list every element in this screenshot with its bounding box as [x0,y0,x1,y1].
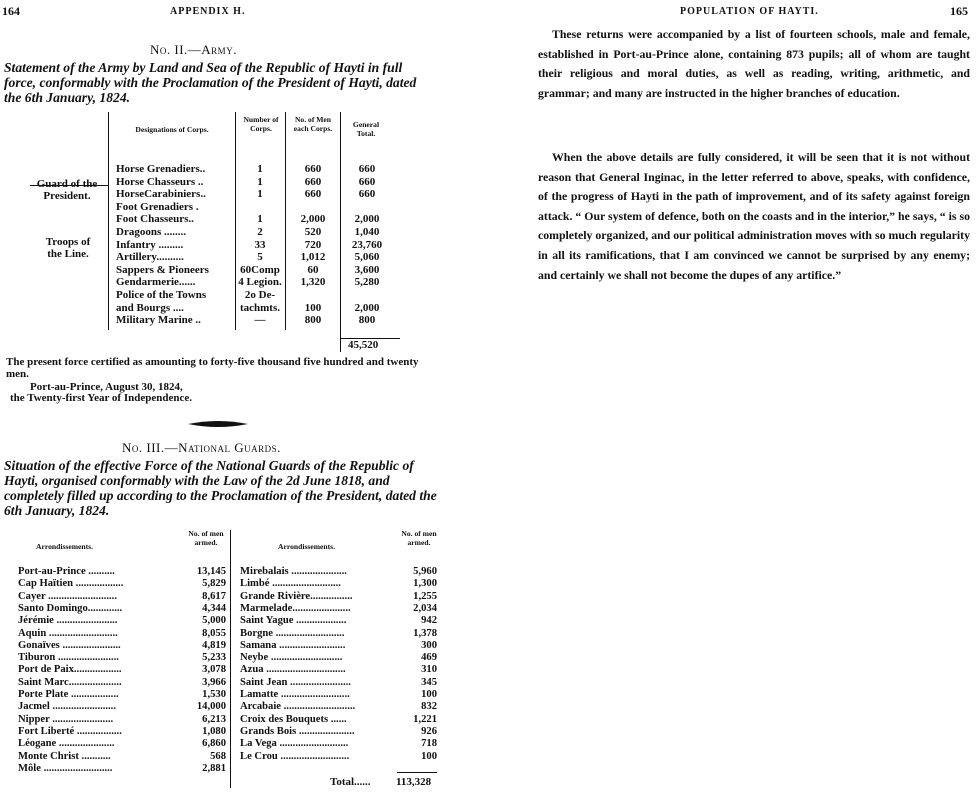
guards-row-value: 1,378 [385,628,437,639]
army-row-name: Gendarmerie...... [116,276,196,289]
army-row-total: 660 [358,163,376,175]
page-number: 165 [950,4,968,18]
guards-row-name: Limbé .......................... [240,578,341,590]
army-row-men: 660 [304,175,322,188]
army-row-number: 2 [257,226,263,238]
guards-row-name: Nipper ....................... [18,713,114,725]
army-row-men: 1,012 [300,251,326,264]
guards-row-name: Fort Liberté ................. [18,725,122,737]
army-row-men: 100 [304,301,322,314]
army-row-name: Foot Chasseurs.. [116,213,194,226]
running-head: POPULATION OF HAYTI. [680,6,819,17]
col-number-header: Number of Corps. [243,115,279,133]
guards-row-name: Lamatte .......................... [240,689,350,700]
army-row-men: 660 [304,188,322,201]
army-row-number: 1 [257,213,263,226]
army-row-total: 5,060 [354,251,380,264]
guards-col-men-right: No. of men armed. [401,529,437,547]
army-row-name: Infantry ......... [116,238,184,251]
guards-row-name: Saint Marc.................... [18,676,122,688]
ornament-divider [188,420,248,428]
army-row-men: 720 [304,238,322,251]
army-row-number: — [254,314,266,327]
guards-row-name: Port de Paix.................. [18,664,122,676]
col-men-header: No. of Men each Corps. [293,115,333,133]
guards-row-value: 100 [385,751,437,762]
guards-row-value: 1,530 [174,689,226,700]
army-row-name: and Bourgs .... [116,301,184,314]
army-row-number: 4 Legion. [238,276,282,289]
guards-col-arr-left: Arrondissements. [36,542,94,551]
guards-heading: No. III.—National Guards. [122,440,281,455]
army-row-name: Police of the Towns [116,289,207,301]
army-row-number: 1 [257,188,263,201]
guards-row-name: Grands Bois ..................... [240,725,355,737]
guards-row-name: Grande Rivière................ [240,590,353,602]
guards-row-value: 5,233 [174,652,226,663]
army-row-total: 2,000 [354,301,380,314]
army-row-men: 520 [304,226,322,238]
army-row-number: 60Comp [240,263,280,276]
army-year: the Twenty-first Year of Independence. [10,392,192,404]
guards-row-value: 8,617 [174,591,226,602]
guards-row-name: Aquin .......................... [18,627,118,639]
guards-row-value: 300 [385,640,437,651]
army-row-total: 5,280 [354,276,380,289]
guards-row-name: Santo Domingo............. [18,602,123,614]
guards-row-value: 4,819 [174,640,226,651]
guards-row-value: 942 [385,615,437,626]
guards-row-name: Mirebalais ..................... [240,566,347,577]
army-row-total: 660 [358,188,376,201]
guards-row-name: Jérémie ....................... [18,615,118,627]
guards-row-name: Cayer .......................... [18,590,117,602]
guards-row-name: La Vega .......................... [240,738,349,750]
army-certification: The present force certified as amounting to forty-five thousand five hundred and twenty men. [6,356,419,380]
army-row-men: 660 [304,163,322,175]
army-row-number: 2o De- [244,289,276,301]
guards-row-name: Le Crou .......................... [240,750,350,762]
guards-col-men-left: No. of men armed. [188,529,224,547]
guards-row-name: Léogane ..................... [18,738,115,750]
guards-row-name: Jacmel ........................ [18,701,116,713]
army-row-number: 1 [257,163,263,175]
army-row-men: 60 [307,263,319,276]
guards-row-value: 469 [385,652,437,663]
guards-row-value: 1,255 [385,591,437,602]
army-row-number: 5 [257,251,263,264]
guards-row-value: 5,829 [174,578,226,589]
army-row-name: Dragoons ........ [116,226,186,238]
army-row-number: 33 [254,238,266,251]
army-subtitle: Statement of the Army by Land and Sea of the Republic of Hayti in full force, conformably with the Proclamation of the President of Hayti, dated the 6th January, 1824. [4,60,417,105]
guards-total-value: 113,328 [396,776,432,788]
guards-row-value: 1,080 [174,726,226,737]
guards-row-value: 6,213 [174,714,226,725]
guards-row-value: 832 [385,701,437,712]
col-total-header: General Total. [352,120,380,138]
army-row-name: Horse Grenadiers.. [116,163,206,175]
guards-row-name: Saint Jean ....................... [240,676,351,688]
guards-row-name: Cap Haïtien .................. [18,578,124,590]
army-row-total: 1,040 [354,226,380,238]
army-row-name: Artillery.......... [116,251,184,264]
guards-row-value: 100 [385,689,437,700]
guards-row-name: Marmelade...................... [240,602,351,614]
running-head: APPENDIX H. [170,6,246,17]
guards-row-name: Môle .......................... [18,762,113,774]
guards-row-name: Saint Yague ................... [240,615,347,627]
guards-row-name: Arcabaie ........................... [240,701,356,713]
army-row-men: 1,320 [300,276,326,289]
army-row-name: HorseCarabiniers.. [116,188,206,201]
army-row-men: 2,000 [300,213,326,226]
guards-row-name: Gonaïves ...................... [18,639,121,651]
guards-row-name: Tiburon ....................... [18,652,119,664]
guards-row-value: 6,860 [174,738,226,749]
guards-total-label: Total...... [330,776,371,788]
group-guard-label: Guard of the President. [36,178,98,202]
guards-row-name: Monte Christ ........... [18,750,111,762]
guards-row-name: Port-au-Prince .......... [18,566,115,577]
army-row-total: 3,600 [354,263,380,276]
army-place-date: Port-au-Prince, August 30, 1824, [30,381,183,393]
guards-row-value: 4,344 [174,603,226,614]
page-number: 164 [2,4,20,18]
army-row-total: 23,760 [351,238,383,251]
guards-row-value: 718 [385,738,437,749]
guards-row-value: 2,034 [385,603,437,614]
guards-row-name: Borgne .......................... [240,627,345,639]
guards-row-value: 3,966 [174,677,226,688]
army-grand-total: 45,520 [348,339,379,351]
guards-subtitle: Situation of the effective Force of the National Guards of the Republic of Hayti, organised conformably with the Law of the 2d June 1818, and completely filled up according to the Proclamation of the President, dated the 6th January, 1824. [4,458,437,518]
guards-row-value: 568 [174,751,226,762]
army-heading: No. II.—Army. [150,42,237,57]
guards-row-value: 8,055 [174,628,226,639]
army-row-total: 2,000 [354,213,380,226]
guards-row-name: Croix des Bouquets ...... [240,713,347,725]
army-row-total: 660 [358,175,376,188]
paragraph-2: When the above details are fully considered, it will be seen that it is not without reason that General Inginac, in the letter referred to above, speaks, with confidence, of the progress of Hayti in the path of improvement, and of its safety against foreign attack. “ Our system of defence, both on the coasts and in the interior,” he says, “ is so completely organized, and our political administration moves with so much regularity in all its ramifications, that I am convinced we cannot be surprised by any enemy; and certainly we shall not become the dupes of any artifice.” [538,150,970,282]
guards-row-name: Porte Plate .................. [18,689,119,700]
guards-row-value: 1,221 [385,714,437,725]
guards-row-value: 3,078 [174,664,226,675]
group-troops-label: Troops of the Line. [45,236,91,260]
guards-col-arr-right: Arrondissements. [278,542,336,551]
guards-row-value: 1,300 [385,578,437,589]
guards-row-value: 926 [385,726,437,737]
guards-row-name: Neybe ........................... [240,652,343,664]
army-row-men: 800 [304,314,322,327]
army-row-name: Military Marine .. [116,314,201,327]
guards-row-value: 5,960 [385,566,437,577]
guards-row-value: 14,000 [174,701,226,712]
army-row-name: Foot Grenadiers . [116,200,199,213]
army-row-name: Horse Chasseurs .. [116,175,204,188]
col-designations-header: Designations of Corps. [135,125,209,134]
guards-row-name: Samana ......................... [240,639,346,651]
army-row-total: 800 [358,314,376,327]
army-row-name: Sappers & Pioneers [116,263,209,276]
army-row-number: 1 [257,175,263,188]
army-row-number: tachmts. [239,301,281,314]
guards-row-value: 310 [385,664,437,675]
guards-row-value: 5,000 [174,615,226,626]
guards-row-value: 345 [385,677,437,688]
guards-row-name: Azua .............................. [240,664,346,676]
guards-row-value: 2,881 [174,763,226,774]
guards-row-value: 13,145 [174,566,226,577]
right-page [490,0,980,795]
paragraph-1: These returns were accompanied by a list of fourteen schools, male and female, established in Port-au-Prince alone, containing 873 pupils; all of whom are taught their religious and moral duties, as well as reading, writing, arithmetic, and grammar; and many are instructed in the higher branches of education. [538,27,970,100]
